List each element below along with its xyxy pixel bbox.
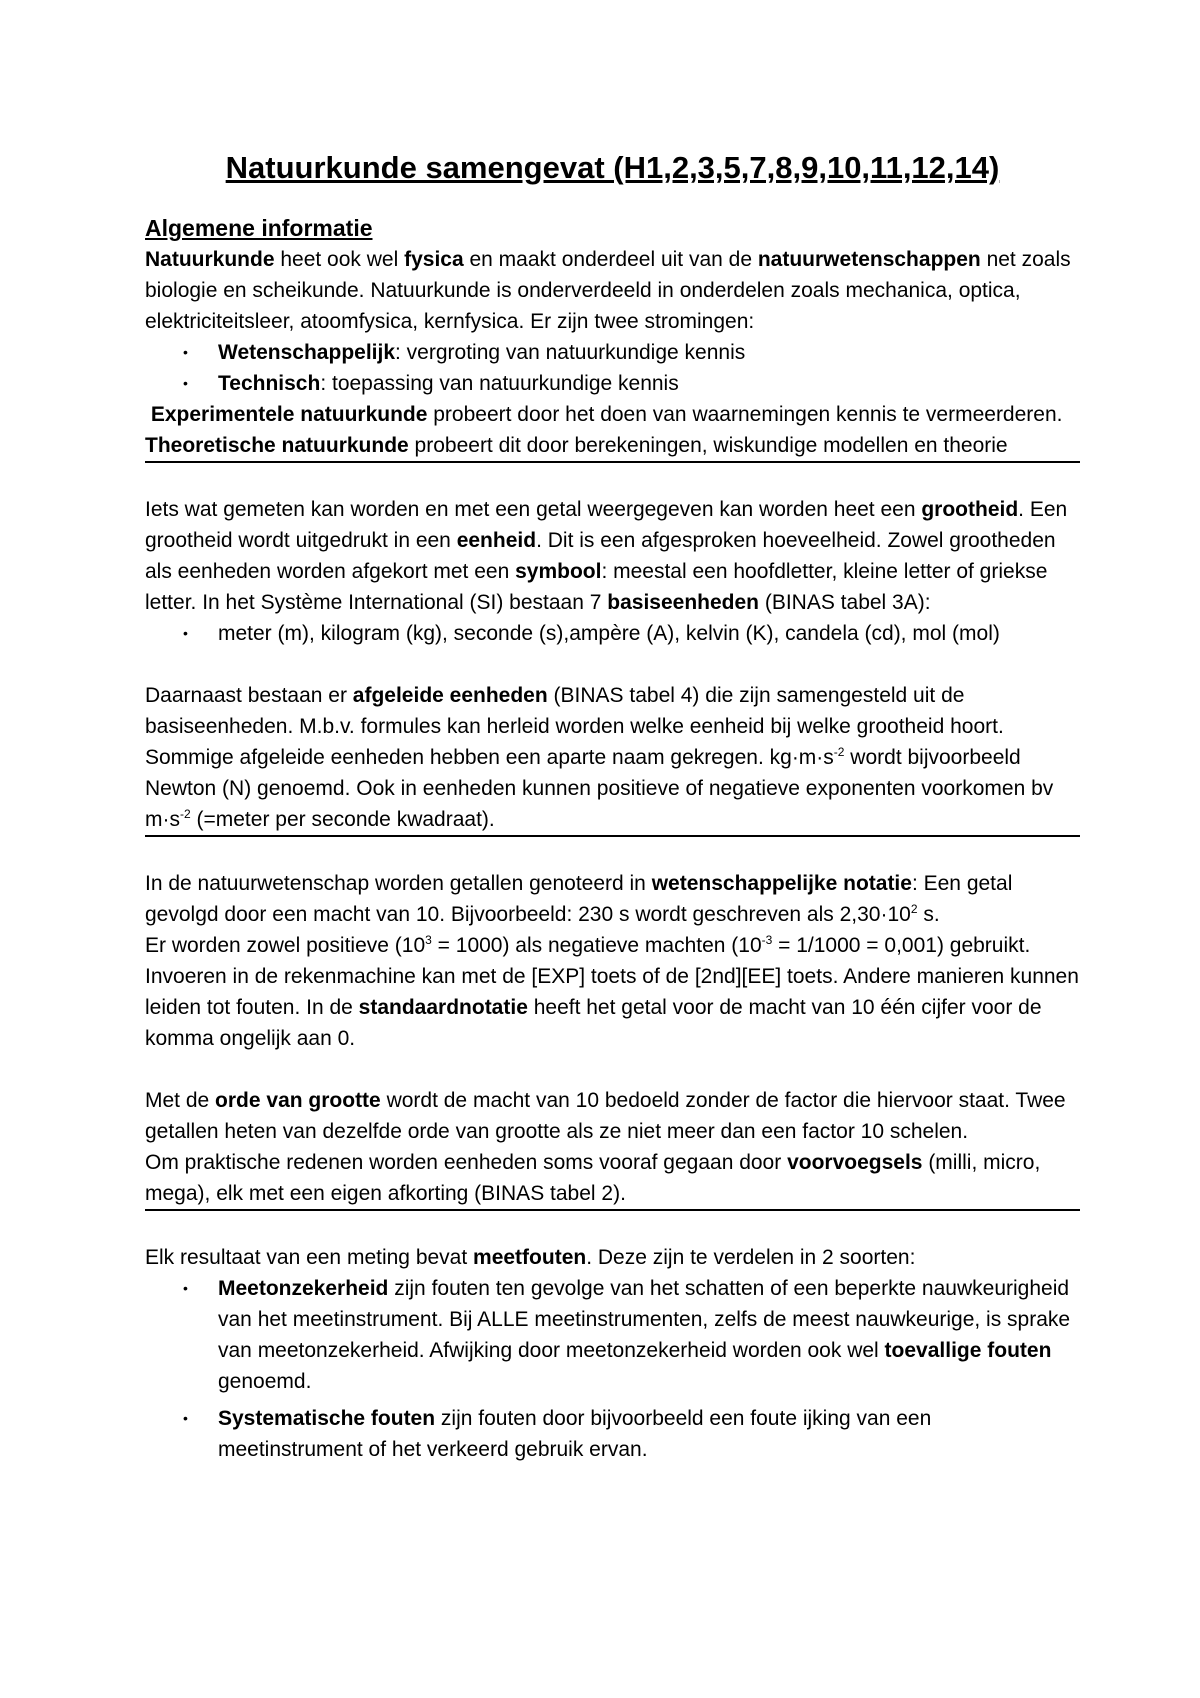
bold-term: eenheid <box>456 529 537 552</box>
spacer <box>145 463 1080 494</box>
text: heeft het getal voor de macht van 10 één cijfer voor de komma ongelijk aan 0. <box>145 996 1042 1050</box>
text: wordt de macht van 10 bedoeld zonder de factor die hiervoor staat. Twee getallen heten van dezelfde orde van grootte als ze niet meer dan een factor 10 schelen. <box>145 1089 1066 1143</box>
text: Om praktische redenen worden eenheden soms vooraf gegaan door <box>145 1151 788 1174</box>
bold-term: afgeleide eenheden <box>352 684 548 707</box>
text: : Een getal gevolgd door een macht van 10. Bijvoorbeeld: 230 s wordt geschreven als 2,30·10 <box>145 872 1013 926</box>
spacer <box>145 649 1080 680</box>
text: . Een grootheid wordt uitgedrukt in een <box>145 498 1068 552</box>
list-item <box>145 1273 1080 1397</box>
text: zijn fouten ten gevolge van het schatten of een beperkte nauwkeurigheid van het meetinstrument. Bij ALLE meetinstrumenten, zelfs de meest nauwkeurige, is sprake van meetonzekerheid. Afwijking door meetonzekerheid worden ook wel <box>218 1277 1071 1362</box>
text: : vergroting van natuurkundige kennis <box>395 341 746 364</box>
text: Iets wat gemeten kan worden en met een getal weergegeven kan worden heet een <box>145 498 922 521</box>
bullet-icon: • <box>183 375 188 391</box>
text: (BINAS tabel 4) die zijn samengesteld uit de basiseenheden. M.b.v. formules kan herleid worden welke eenheid bij welke grootheid hoort. Sommige afgeleide eenheden hebben een aparte naam gekregen. kg·m·s <box>145 684 1004 769</box>
bullet-icon: • <box>183 1410 188 1426</box>
bold-term: symbool <box>515 560 602 583</box>
text: probeert dit door berekeningen, wiskundige modellen en theorie <box>408 434 1008 457</box>
bold-term: grootheid <box>921 498 1019 521</box>
spacer <box>145 837 1080 868</box>
bold-term: meetfouten <box>473 1246 587 1269</box>
spacer <box>145 1211 1080 1242</box>
bold-term: natuurwetenschappen <box>757 248 981 271</box>
bold-term: wetenschappelijke notatie <box>651 872 912 895</box>
paragraph <box>145 1147 1080 1209</box>
text: . Deze zijn te verdelen in 2 soorten: <box>586 1246 916 1269</box>
section-grootheden <box>145 494 1080 837</box>
text: meter (m), kilogram (kg), seconde (s),ampère (A), kelvin (K), candela (cd), mol (mol) <box>218 622 1000 645</box>
paragraph <box>145 930 1080 1054</box>
bold-term: Wetenschappelijk <box>218 341 396 364</box>
section-algemene-informatie <box>145 212 1080 463</box>
bold-term: toevallige fouten <box>884 1339 1052 1362</box>
bullet-icon: • <box>183 625 188 641</box>
spacer <box>145 1054 1080 1085</box>
bold-term: Systematische fouten <box>218 1407 436 1430</box>
bullet-list <box>145 337 1080 399</box>
paragraph <box>145 680 1080 835</box>
bold-term: voorvoegsels <box>787 1151 923 1174</box>
text: s. <box>917 903 940 926</box>
bold-term: Experimentele natuurkunde <box>150 403 428 426</box>
superscript: 3 <box>425 933 432 947</box>
text: = 1/1000 = 0,001) gebruikt. Invoeren in de rekenmachine kan met de [EXP] toets of de [2nd][EE] toets. Andere manieren kunnen leiden tot fouten. In de <box>145 934 1079 1019</box>
bullet-icon: • <box>183 344 188 360</box>
text: genoemd. <box>218 1370 312 1393</box>
section-notatie <box>145 868 1080 1211</box>
list-item <box>145 1403 1080 1465</box>
text: . Dit is een afgesproken hoeveelheid. Zowel grootheden als eenheden worden afgekort met een <box>145 529 1056 583</box>
text: : meestal een hoofdletter, kleine letter of griekse letter. In het Système International (SI) bestaan 7 <box>145 560 1048 614</box>
page-title: Natuurkunde samengevat (H1,2,3,5,7,8,9,10,11,12,14) <box>225 150 1000 185</box>
text: Er worden zowel positieve (10 <box>145 934 426 957</box>
text: : toepassing van natuurkundige kennis <box>320 372 679 395</box>
text: (milli, micro, mega), elk met een eigen afkorting (BINAS tabel 2). <box>145 1151 1041 1205</box>
list-item <box>145 337 1080 368</box>
text: heet ook wel <box>274 248 405 271</box>
text: zijn fouten door bijvoorbeeld een foute ijking van een meetinstrument of het verkeerd gebruik ervan. <box>218 1407 932 1461</box>
bold-term: Technisch <box>218 372 321 395</box>
text: Daarnaast bestaan er <box>145 684 353 707</box>
paragraph <box>145 399 1080 461</box>
text: en maakt onderdeel uit van de <box>463 248 758 271</box>
text: (=meter per seconde kwadraat). <box>190 808 495 831</box>
text: wordt bijvoorbeeld Newton (N) genoemd. Ook in eenheden kunnen positieve of negatieve exponenten voorkomen bv m·s <box>145 746 1054 831</box>
paragraph <box>145 494 1080 618</box>
bold-term: basiseenheden <box>607 591 759 614</box>
bold-term: fysica <box>404 248 464 271</box>
section-heading: Algemene informatie <box>145 215 373 241</box>
list-item <box>145 368 1080 399</box>
paragraph <box>145 868 1080 930</box>
text: (BINAS tabel 3A): <box>759 591 931 614</box>
bullet-list <box>145 1273 1080 1465</box>
superscript: -2 <box>833 745 845 759</box>
paragraph <box>145 1242 1080 1273</box>
bold-term: orde van grootte <box>215 1089 381 1112</box>
bullet-icon: • <box>183 1280 188 1296</box>
bold-term: Theoretische natuurkunde <box>145 434 409 457</box>
paragraph <box>145 244 1080 337</box>
text: In de natuurwetenschap worden getallen genoteerd in <box>145 872 652 895</box>
bold-term: Meetonzekerheid <box>218 1277 389 1300</box>
text: Elk resultaat van een meting bevat <box>145 1246 474 1269</box>
superscript: -3 <box>761 933 773 947</box>
document-page <box>145 148 1080 1465</box>
bold-term: Natuurkunde <box>145 248 275 271</box>
section-meetfouten <box>145 1242 1080 1465</box>
superscript: 2 <box>910 902 918 916</box>
list-item <box>145 618 1080 649</box>
text: = 1000) als negatieve machten (10 <box>431 934 762 957</box>
paragraph <box>145 1085 1080 1147</box>
superscript: -2 <box>180 807 191 821</box>
text: Met de <box>145 1089 216 1112</box>
text: net zoals biologie en scheikunde. Natuurkunde is onderverdeeld in onderdelen zoals mechanica, optica, elektriciteitsleer, atoomfysica, kernfysica. Er zijn twee stromingen: <box>145 248 1071 333</box>
text: probeert door het doen van waarnemingen kennis te vermeerderen. <box>427 403 1063 426</box>
bold-term: standaardnotatie <box>358 996 528 1019</box>
bullet-list <box>145 618 1080 649</box>
